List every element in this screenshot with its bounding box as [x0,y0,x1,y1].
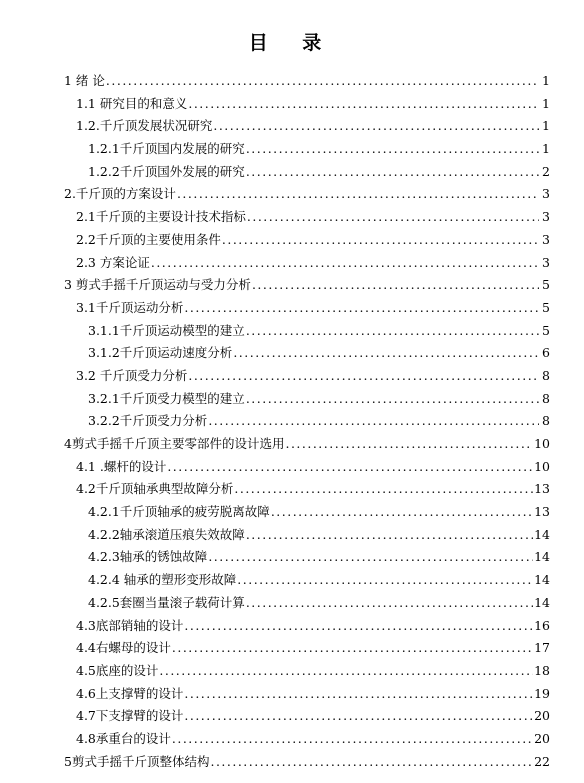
toc-leader-dots [252,274,539,297]
toc-entry-page-number: 18 [534,662,550,678]
toc-entry-page-number: 1 [542,95,550,111]
toc-entry-label: 4.2.3轴承的锈蚀故障 [88,549,208,565]
toc-entry-label: 1.2.2千斤顶国外发展的研究 [88,163,245,179]
toc-entry[interactable] [64,70,550,93]
toc-leader-dots [159,660,533,683]
toc-leader-dots [188,365,539,388]
toc-entry[interactable] [76,705,550,728]
toc-entry-label: 4.2.2轴承滚道压痕失效故障 [88,526,245,542]
toc-entry[interactable] [76,615,550,638]
page-title: 目 录 [248,32,336,54]
toc-entry-page-number: 16 [534,617,550,633]
toc-entry[interactable] [76,229,550,252]
toc-entry-page-number: 5 [542,299,550,315]
toc-leader-dots [233,342,539,365]
toc-entry-page-number: 1 [542,73,550,88]
toc-leader-dots [222,229,539,252]
toc-entry-label: 2.千斤顶的方案设计 [64,186,176,202]
toc-leader-dots [151,252,539,275]
toc-entry-page-number: 13 [534,504,550,520]
toc-leader-dots [246,161,539,184]
toc-entry-label: 5剪式手摇千斤顶整体结构 [64,753,210,769]
toc-leader-dots [184,615,533,638]
toc-leader-dots [172,728,533,751]
toc-entry[interactable] [64,274,550,297]
toc-entry-label: 4.5底座的设计 [76,662,159,678]
toc-entry-label: 4.3底部销轴的设计 [76,617,184,633]
toc-entry-label: 4.2.1千斤顶轴承的疲劳脱离故障 [88,504,270,520]
toc-entry-page-number: 3 [542,186,550,202]
toc-entry-label: 3 剪式手摇千斤顶运动与受力分析 [64,277,251,293]
toc-entry-page-number: 2 [542,163,550,179]
toc-leader-dots [237,569,533,592]
toc-entry[interactable] [76,456,550,479]
toc-entry-page-number: 22 [534,753,550,769]
toc-entry[interactable] [88,410,550,433]
toc-entry[interactable] [76,365,550,388]
toc-entry[interactable] [64,433,550,456]
toc-entry-page-number: 8 [542,413,550,429]
toc-entry-page-number: 8 [542,367,550,383]
toc-entry-page-number: 19 [534,685,550,701]
toc-entry[interactable] [88,546,550,569]
toc-leader-dots [172,637,533,660]
toc-entry-label: 3.1.2千斤顶运动速度分析 [88,345,233,361]
toc-entry[interactable] [76,478,550,501]
toc-entry[interactable] [76,660,550,683]
toc-entry[interactable] [88,569,550,592]
toc-entry-label: 1 绪 论 [64,73,105,88]
toc-leader-dots [106,70,539,93]
toc-entry[interactable] [64,183,550,206]
toc-entry-page-number: 20 [534,730,550,746]
toc-entry-page-number: 5 [542,277,550,293]
toc-entry-page-number: 10 [534,458,550,474]
toc-leader-dots [210,751,533,774]
toc-entry-page-number: 14 [534,594,550,610]
toc-entry-label: 4.4右螺母的设计 [76,640,171,656]
toc-leader-dots [184,705,533,728]
toc-entry-page-number: 6 [542,345,550,361]
toc-entry[interactable] [88,501,550,524]
toc-entry-page-number: 14 [534,526,550,542]
toc-entry-label: 3.2.1千斤顶受力模型的建立 [88,390,245,406]
toc-entry-page-number: 1 [542,141,550,157]
toc-entry-label: 3.1.1千斤顶运动模型的建立 [88,322,245,338]
toc-entry-page-number: 17 [534,640,550,656]
toc-entry-page-number: 14 [534,549,550,565]
toc-entry-page-number: 13 [534,481,550,497]
toc-entry-label: 3.1千斤顶运动分析 [76,299,184,315]
toc-entry[interactable] [76,637,550,660]
toc-entry[interactable] [76,115,550,138]
toc-leader-dots [208,410,539,433]
toc-entry-label: 4.1 .螺杆的设计 [76,458,167,474]
toc-leader-dots [246,138,539,161]
toc-entry-page-number: 3 [542,254,550,270]
toc-leader-dots [177,183,539,206]
toc-entry-label: 4.8承重台的设计 [76,730,171,746]
toc-leader-dots [213,115,539,138]
toc-entry-page-number: 8 [542,390,550,406]
toc-entry-label: 4剪式手摇千斤顶主要零部件的设计选用 [64,436,285,451]
table-of-contents [0,70,584,773]
toc-entry-label: 1.2.1千斤顶国内发展的研究 [88,141,245,157]
toc-leader-dots [184,683,533,706]
toc-entry[interactable] [88,592,550,615]
toc-entry[interactable] [88,138,550,161]
toc-leader-dots [208,546,533,569]
toc-entry-label: 4.7下支撑臂的设计 [76,708,184,724]
toc-leader-dots [246,592,533,615]
toc-leader-dots [167,456,533,479]
toc-leader-dots [234,478,533,501]
toc-entry[interactable] [88,320,550,343]
toc-entry-label: 2.3 方案论证 [76,254,150,270]
toc-leader-dots [247,206,539,229]
toc-entry[interactable] [64,751,550,774]
toc-entry[interactable] [88,524,550,547]
toc-entry-label: 2.2千斤顶的主要使用条件 [76,231,221,247]
toc-leader-dots [271,501,533,524]
toc-entry-page-number: 20 [534,708,550,724]
toc-entry-label: 4.2.4 轴承的塑形变形故障 [88,572,237,588]
toc-entry[interactable] [88,342,550,365]
toc-leader-dots [285,433,533,456]
toc-leader-dots [184,297,539,320]
toc-entry[interactable] [76,93,550,116]
toc-entry[interactable] [76,728,550,751]
toc-entry[interactable] [88,388,550,411]
toc-entry-page-number: 1 [542,118,550,134]
toc-entry-label: 1.2.千斤顶发展状况研究 [76,118,213,134]
toc-leader-dots [188,93,539,116]
toc-entry[interactable] [76,683,550,706]
toc-entry-label: 4.6上支撑臂的设计 [76,685,184,701]
toc-entry-page-number: 10 [534,436,550,451]
toc-entry-label: 4.2千斤顶轴承典型故障分析 [76,481,234,497]
toc-entry-label: 1.1 研究目的和意义 [76,95,188,111]
toc-entry[interactable] [88,161,550,184]
toc-entry-label: 2.1千斤顶的主要设计技术指标 [76,209,246,225]
toc-entry-page-number: 3 [542,209,550,225]
toc-entry-label: 4.2.5套圈当量滚子载荷计算 [88,594,245,610]
toc-entry-page-number: 14 [534,572,550,588]
toc-leader-dots [246,388,539,411]
toc-entry-page-number: 3 [542,231,550,247]
toc-entry[interactable] [76,206,550,229]
toc-leader-dots [246,320,539,343]
toc-leader-dots [246,524,533,547]
toc-entry-page-number: 5 [542,322,550,338]
toc-entry[interactable] [76,252,550,275]
toc-entry[interactable] [76,297,550,320]
toc-entry-label: 3.2 千斤顶受力分析 [76,367,188,383]
toc-entry-label: 3.2.2千斤顶受力分析 [88,413,208,429]
